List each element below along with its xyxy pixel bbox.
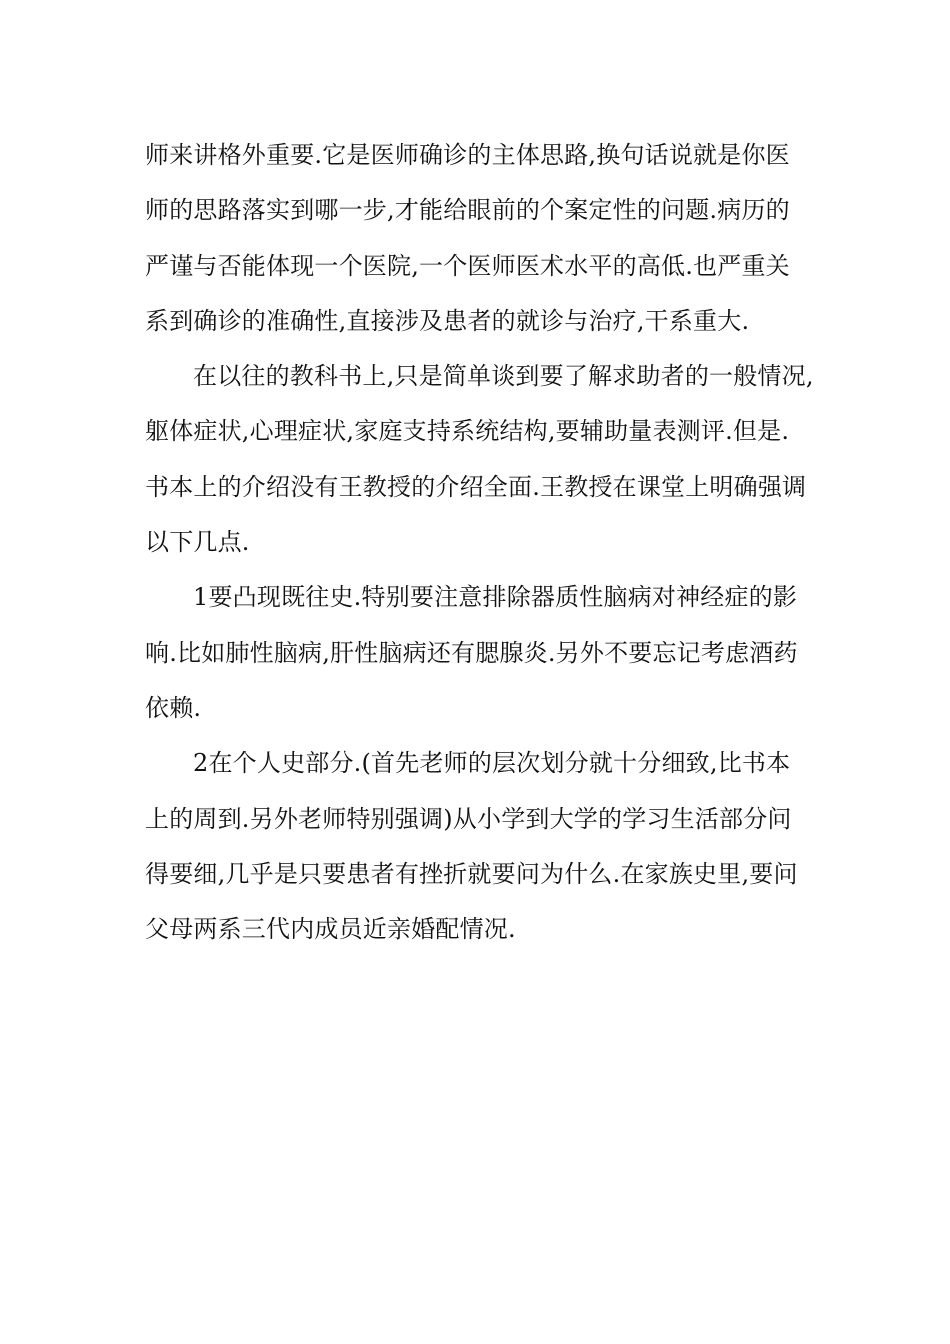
- text-line: 严谨与否能体现一个医院,一个医师医术水平的高低.也严重关: [145, 251, 790, 280]
- paragraph-3: [145, 570, 825, 736]
- paragraph-1: [145, 128, 825, 349]
- text-line: 以下几点.: [145, 528, 250, 557]
- text-line: 1要凸现既往史.特别要注意排除器质性脑病对神经症的影: [193, 583, 798, 612]
- text-line: 在以往的教科书上,只是简单谈到要了解求助者的一般情况,: [193, 362, 814, 391]
- text-line: 得要细,几乎是只要患者有挫折就要问为什么.在家族史里,要问: [145, 859, 798, 888]
- text-line: 师的思路落实到哪一步,才能给眼前的个案定性的问题.病历的: [145, 196, 790, 225]
- text-line: 系到确诊的准确性,直接涉及患者的就诊与治疗,干系重大.: [145, 306, 750, 335]
- text-line: 响.比如肺性脑病,肝性脑病还有腮腺炎.另外不要忘记考虑酒药: [145, 638, 798, 667]
- text-line: 依赖.: [145, 693, 202, 722]
- text-line: 躯体症状,心理症状,家庭支持系统结构,要辅助量表测评.但是.: [145, 417, 790, 446]
- paragraph-4: [145, 736, 825, 957]
- text-line: 书本上的介绍没有王教授的介绍全面.王教授在课堂上明确强调: [145, 472, 807, 501]
- text-line: 2在个人史部分.(首先老师的层次划分就十分细致,比书本: [193, 749, 791, 778]
- text-line: 父母两系三代内成员近亲婚配情况.: [145, 915, 516, 944]
- body-text: [145, 128, 825, 957]
- text-line: 上的周到.另外老师特别强调)从小学到大学的学习生活部分问: [145, 804, 792, 833]
- text-line: 师来讲格外重要.它是医师确诊的主体思路,换句话说就是你医: [145, 141, 790, 169]
- paragraph-2: [145, 349, 825, 570]
